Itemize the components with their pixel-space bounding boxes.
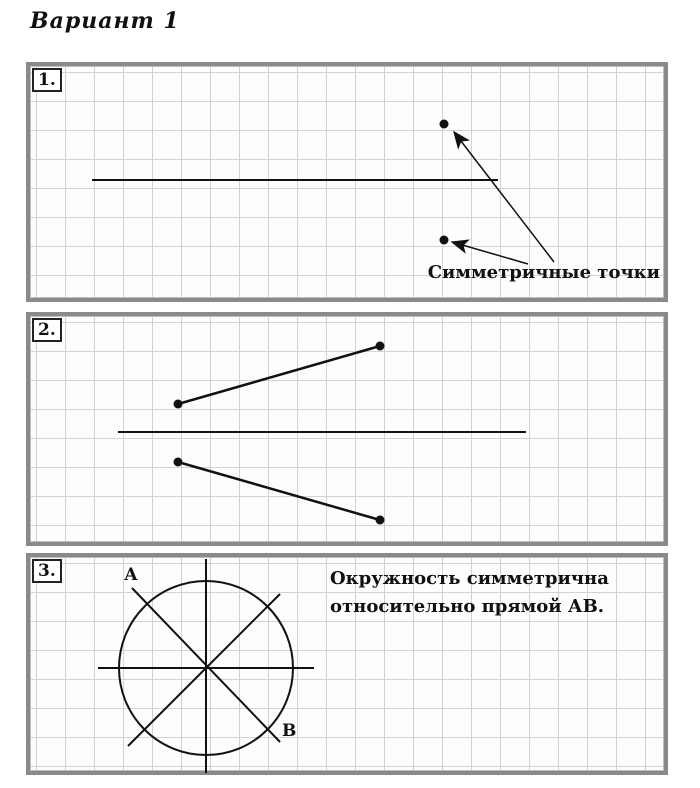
task-3-text-line2: относительно прямой АВ.: [330, 596, 605, 617]
page-title: Вариант 1: [30, 8, 180, 34]
task-3-panel: [26, 553, 668, 775]
arrow-to-upper: [454, 132, 554, 262]
task-3-text-line1: Окружность симметрична: [330, 568, 609, 589]
task-3-text: [330, 565, 609, 621]
segment-upper-end: [376, 342, 385, 351]
point-a-label: А: [124, 565, 138, 585]
segment-upper: [178, 346, 380, 404]
task-1-panel: [26, 62, 668, 302]
task-3-number: 3.: [32, 559, 62, 583]
segment-lower: [178, 462, 380, 520]
arrow-to-lower: [452, 242, 528, 264]
point-lower: [440, 236, 449, 245]
segment-lower-start: [174, 458, 183, 467]
segment-upper-start: [174, 400, 183, 409]
symmetric-points-label: Симметричные точки: [427, 262, 660, 283]
task-2-drawing: [30, 316, 672, 550]
point-b-label: В: [282, 721, 297, 741]
point-upper: [440, 120, 449, 129]
task-1-number: 1.: [32, 68, 62, 92]
task-2-number: 2.: [32, 318, 62, 342]
segment-lower-end: [376, 516, 385, 525]
line-diagonal: [128, 594, 280, 746]
task-2-panel: [26, 312, 668, 546]
